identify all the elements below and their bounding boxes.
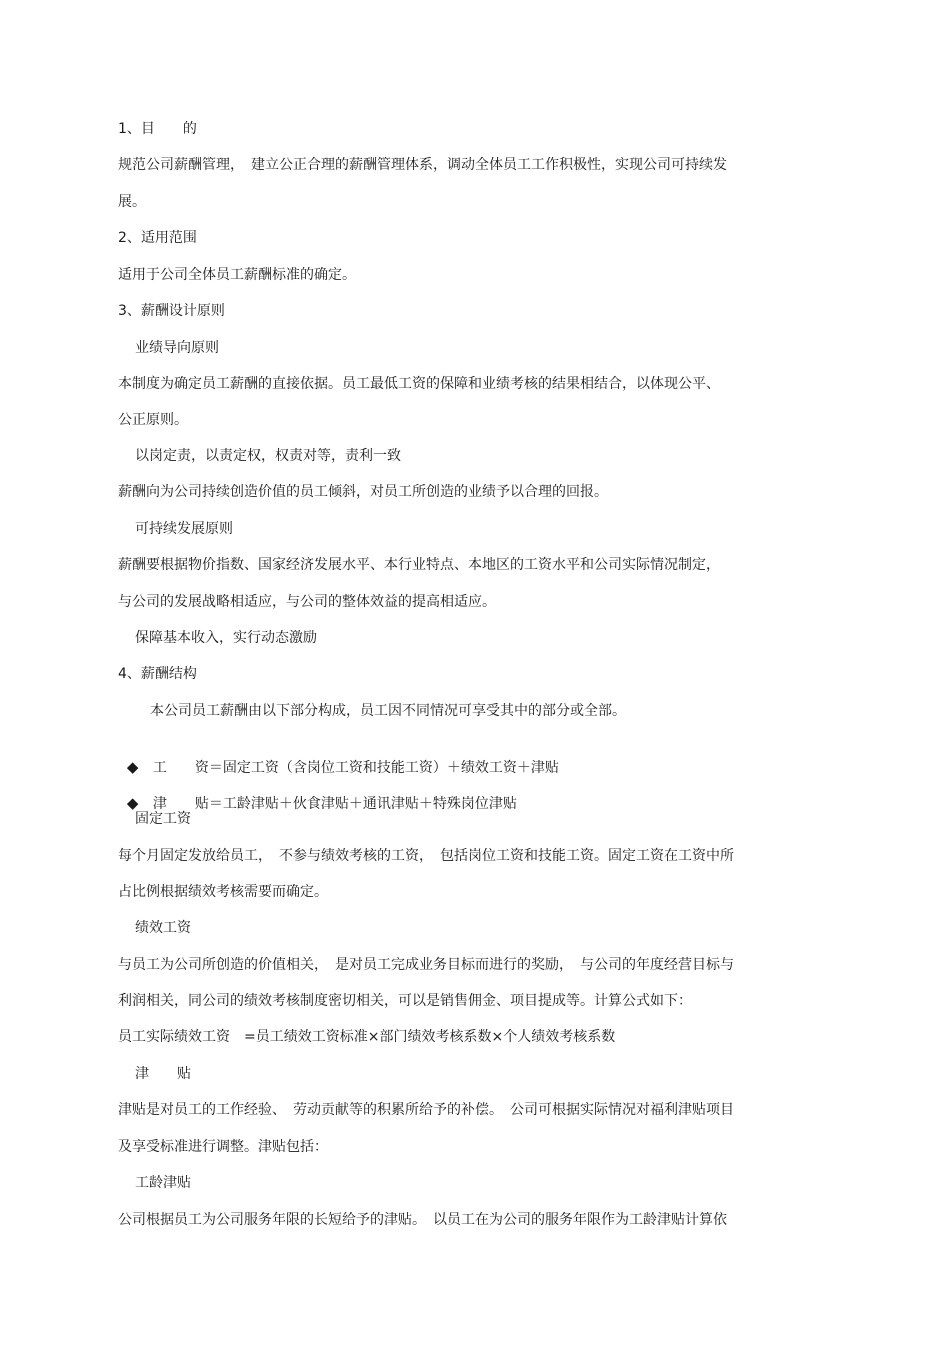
performance-salary-heading: 绩效工资: [135, 920, 191, 936]
performance-salary-text-line-1: 与员工为公司所创造的价值相关， 是对员工完成业务目标而进行的奖励， 与公司的年度经营目标与: [118, 957, 734, 973]
principle-1-text-line-1: 本制度为确定员工薪酬的直接依据。员工最低工资的保障和业绩考核的结果相结合，以体现公平、: [118, 376, 720, 392]
principle-4-heading: 保障基本收入，实行动态激励: [135, 630, 317, 646]
bullet-item-salary: [118, 737, 559, 778]
principle-2-heading: 以岗定责，以责定权，权责对等，责利一致: [135, 448, 401, 464]
principle-3-text-line-1: 薪酬要根据物价指数、国家经济发展水平、本行业特点、本地区的工资水平和公司实际情况制定，: [118, 557, 720, 573]
fixed-salary-heading: 固定工资: [135, 811, 191, 827]
section-4-intro: 本公司员工薪酬由以下部分构成，员工因不同情况可享受其中的部分或全部。: [150, 703, 626, 719]
fixed-salary-text-line-2: 占比例根据绩效考核需要而确定。: [118, 884, 328, 900]
section-4-title: 4、薪酬结构: [118, 666, 197, 682]
principle-2-text: 薪酬向为公司持续创造价值的员工倾斜，对员工所创造的业绩予以合理的回报。: [118, 484, 608, 500]
seniority-allowance-heading: 工龄津贴: [135, 1175, 191, 1191]
bullet-text-salary: 工 资＝固定工资（含岗位工资和技能工资）＋绩效工资＋津贴: [152, 760, 559, 776]
section-1-paragraph-line-1: 规范公司薪酬管理， 建立公正合理的薪酬管理体系，调动全体员工工作积极性，实现公司可持续发: [118, 157, 727, 173]
seniority-allowance-text: 公司根据员工为公司服务年限的长短给予的津贴。 以员工在为公司的服务年限作为工龄津贴计算依: [118, 1212, 727, 1228]
diamond-bullet-icon: ◆: [126, 794, 139, 812]
section-2-title: 2、适用范围: [118, 230, 197, 246]
section-2-paragraph: 适用于公司全体员工薪酬标准的确定。: [118, 267, 356, 283]
performance-salary-text-line-2: 利润相关，同公司的绩效考核制度密切相关，可以是销售佣金、项目提成等。计算公式如下：: [118, 993, 692, 1009]
section-1-paragraph-line-2: 展。: [118, 194, 146, 210]
allowance-text-line-1: 津贴是对员工的工作经验、 劳动贡献等的积累所给予的补偿。 公司可根据实际情况对福利津贴项目: [118, 1102, 734, 1118]
fixed-salary-text-line-1: 每个月固定发放给员工， 不参与绩效考核的工资， 包括岗位工资和技能工资。固定工资在工资中所: [118, 848, 734, 864]
section-1-title: 1、目 的: [118, 121, 197, 137]
principle-1-text-line-2: 公正原则。: [118, 412, 188, 428]
diamond-bullet-icon: ◆: [126, 758, 139, 776]
performance-salary-formula: 员工实际绩效工资 =员工绩效工资标准×部门绩效考核系数×个人绩效考核系数: [118, 1029, 616, 1045]
principle-3-text-line-2: 与公司的发展战略相适应，与公司的整体效益的提高相适应。: [118, 594, 496, 610]
allowance-heading: 津 贴: [135, 1066, 191, 1082]
principle-1-heading: 业绩导向原则: [135, 340, 219, 356]
bullet-item-allowance: [118, 773, 517, 814]
section-3-title: 3、薪酬设计原则: [118, 303, 225, 319]
allowance-text-line-2: 及享受标准进行调整。津贴包括：: [118, 1139, 328, 1155]
principle-3-heading: 可持续发展原则: [135, 521, 233, 537]
bullet-text-allowance: 津 贴＝工龄津贴＋伙食津贴＋通讯津贴＋特殊岗位津贴: [152, 796, 517, 812]
